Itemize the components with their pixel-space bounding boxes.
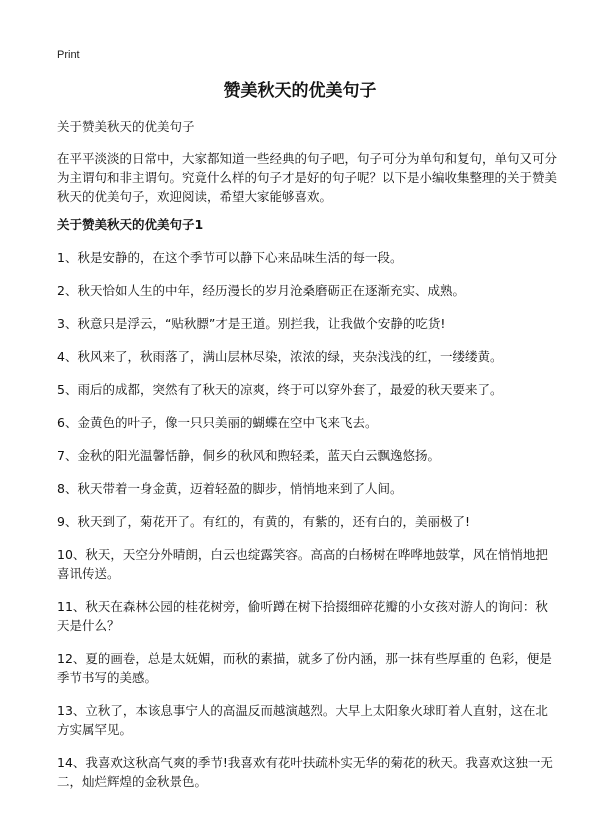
list-item: 11、秋天在森林公园的桂花树旁，偷听蹲在树下拾掇细碎花瓣的小女孩对游人的询问：秋天是什么？ <box>57 599 548 633</box>
list-item: 5、雨后的成都，突然有了秋天的凉爽，终于可以穿外套了，最爱的秋天要来了。 <box>57 382 503 397</box>
page-title: 赞美秋天的优美句子 <box>223 81 377 101</box>
list-item: 7、金秋的阳光温馨恬静，侗乡的秋风和煦轻柔，蓝天白云飘逸悠扬。 <box>57 448 440 463</box>
list-item: 10、秋天，天空分外晴朗，白云也绽露笑容。高高的白杨树在哗哗地鼓掌，风在悄悄地把喜讯传送。 <box>57 547 548 581</box>
list-item: 6、金黄色的叶子，像一只只美丽的蝴蝶在空中飞来飞去。 <box>57 415 378 430</box>
list-item: 9、秋天到了，菊花开了。有红的，有黄的，有紫的，还有白的，美丽极了! <box>57 514 470 529</box>
print-label[interactable]: Print <box>57 49 80 61</box>
list-item: 8、秋天带着一身金黄，迈着轻盈的脚步，悄悄地来到了人间。 <box>57 481 403 496</box>
list-item: 12、夏的画卷，总是太妩媚，而秋的素描，就多了份内涵，那一抹有些厚重的 色彩，便是季节书写的美感。 <box>57 651 552 685</box>
list-item: 13、立秋了，本该息事宁人的高温反而越演越烈。大早上太阳象火球盯着人直射，这在北方实属罕见。 <box>57 703 548 737</box>
list-item: 4、秋风来了，秋雨落了，满山层林尽染，浓浓的绿，夹杂浅浅的红，一缕缕黄。 <box>57 349 503 364</box>
sentence-list <box>57 248 557 805</box>
list-item: 1、秋是安静的，在这个季节可以静下心来品味生活的每一段。 <box>57 250 403 265</box>
section-heading: 关于赞美秋天的优美句子1 <box>57 217 204 232</box>
document-subtitle: 关于赞美秋天的优美句子 <box>57 119 195 134</box>
intro-paragraph: 在平平淡淡的日常中，大家都知道一些经典的句子吧，句子可分为单句和复句，单句又可分为主谓句和非主谓句。究竟什么样的句子才是好的句子呢？以下是小编收集整理的关于赞美秋天的优美句子，欢迎阅读，希望大家能够喜欢。 <box>57 151 558 204</box>
list-item: 2、秋天恰如人生的中年，经历漫长的岁月沧桑磨砺正在逐渐充实、成熟。 <box>57 283 465 298</box>
list-item: 14、我喜欢这秋高气爽的季节!我喜欢有花叶扶疏朴实无华的菊花的秋天。我喜欢这独一无二，灿烂辉煌的金秋景色。 <box>57 755 553 789</box>
list-item: 3、秋意只是浮云，“贴秋膘”才是王道。别拦我，让我做个安静的吃货! <box>57 316 446 331</box>
